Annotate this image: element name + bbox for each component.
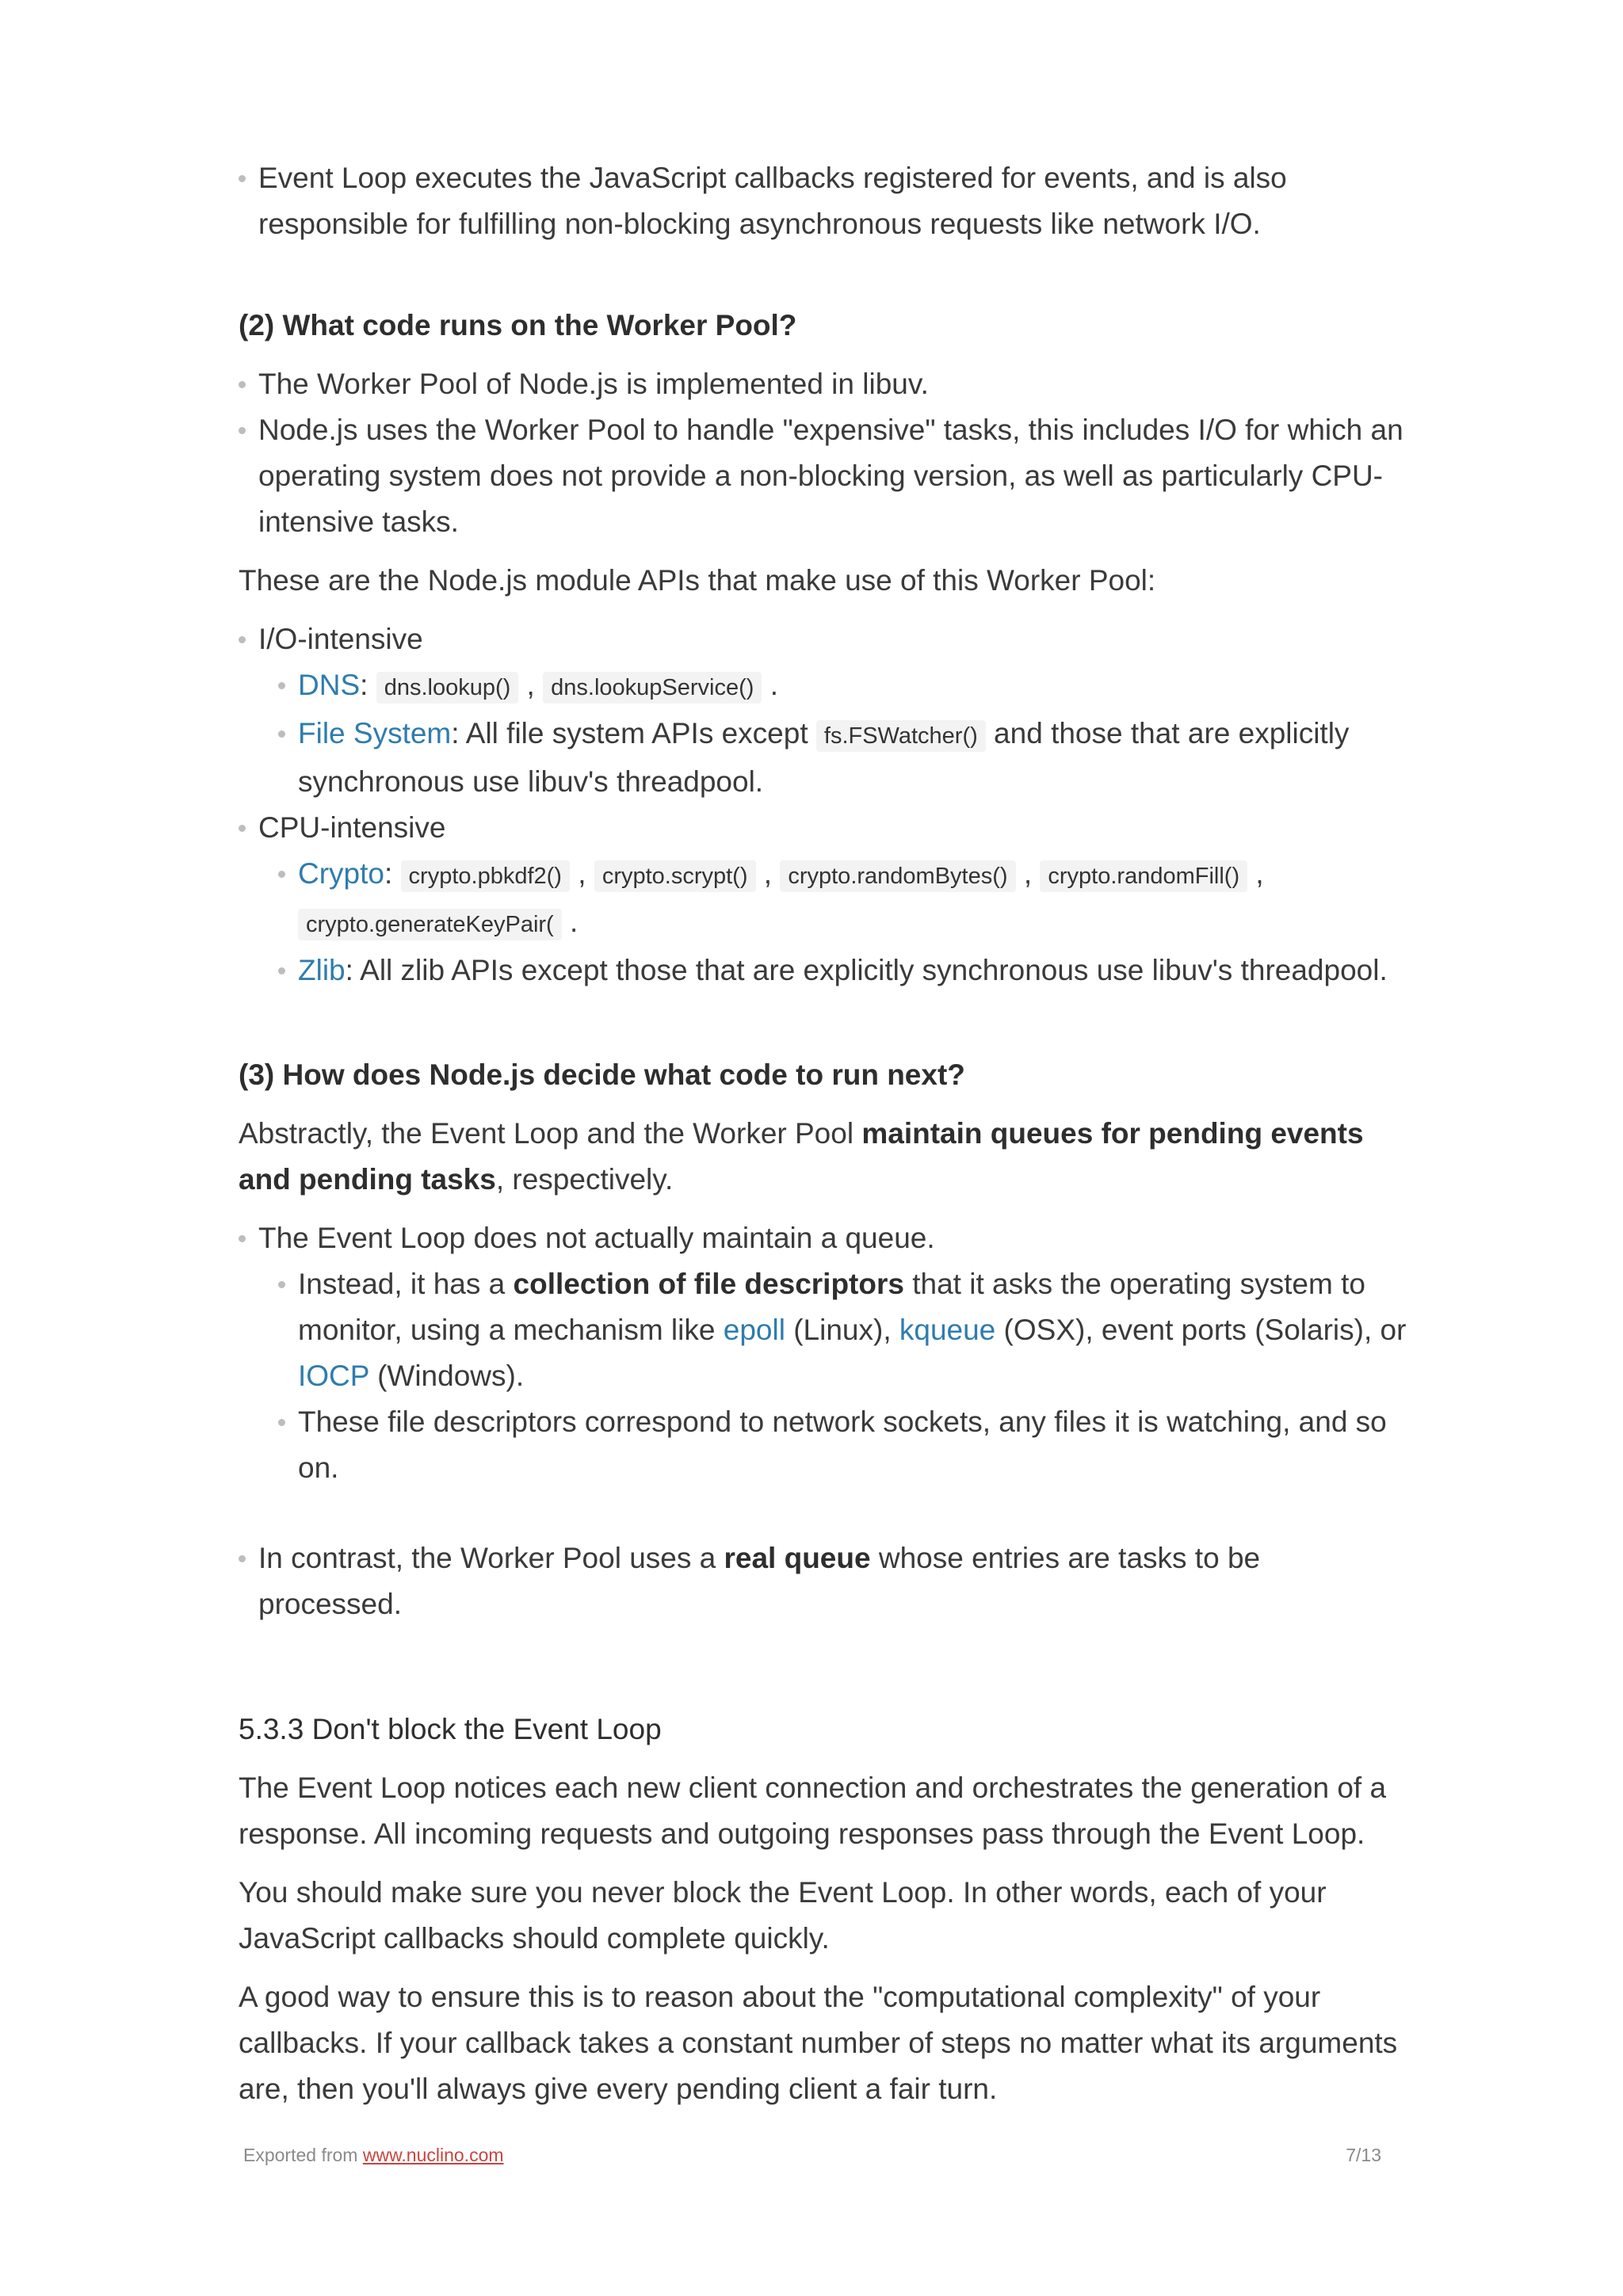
document-body (239, 155, 1411, 2125)
file-system-link[interactable]: File System (298, 717, 452, 749)
fs-text: : All file system APIs except (451, 717, 816, 749)
code-snippet: crypto.pbkdf2() (401, 860, 570, 892)
paragraph: A good way to ensure this is to reason about the "computational complexity" of your callbacks. If your callback takes a constant number of steps no matter what its arguments are, then you'll always give every pending client a fair turn. (239, 1981, 1398, 2105)
decide-paragraph: Abstractly, the Event Loop and the Worker Pool maintain queues for pending events and pending tasks, respectively. (239, 1117, 1364, 1196)
code-snippet: crypto.randomBytes() (780, 860, 1015, 892)
list-item: Node.js uses the Worker Pool to handle "expensive" tasks, this includes I/O for which an operating system does not provide a non-blocking version, as well as particularly CPU-intensive tasks. (239, 407, 1411, 545)
exported-from-label: Exported from (243, 2145, 363, 2165)
paragraph: The Event Loop notices each new client connection and orchestrates the generation of a response. All incoming requests and outgoing responses pass through the Event Loop. (239, 1772, 1387, 1850)
code-snippet: crypto.randomFill() (1040, 860, 1247, 892)
list-item: The Worker Pool of Node.js is implemented in libuv. (239, 361, 1411, 407)
list-item-cpu-intensive (239, 805, 1411, 994)
list-item-io-intensive (239, 616, 1411, 805)
fs-text: and those that are explicitly synchronous use libuv's threadpool. (298, 717, 1350, 798)
cpu-label: CPU-intensive (258, 811, 446, 844)
list-item-zlib (278, 948, 1411, 994)
api-list (239, 616, 1411, 994)
code-snippet: fs.FSWatcher() (816, 720, 986, 752)
list-item: The Event Loop does not actually maintain a queue. Instead, it has a collection of file descriptors that it asks the operating system to monitor, using a mechanism like epoll (Linux), kqueue (OSX), event ports (Solaris), or IOCP (Windows). These file descriptors correspond to network sockets, any files it is watching, and so on. (239, 1215, 1411, 1491)
code-snippet: crypto.scrypt() (594, 860, 756, 892)
bold-text: maintain queues for pending events and pending tasks (239, 1117, 1364, 1196)
list-item: These file descriptors correspond to network sockets, any files it is watching, and so on. (278, 1399, 1411, 1491)
spacer (239, 1504, 1411, 1535)
worker-pool-heading: (2) What code runs on the Worker Pool? (239, 309, 797, 341)
decide-list-2 (239, 1535, 1411, 1627)
list-item: In contrast, the Worker Pool uses a real queue whose entries are tasks to be processed. (239, 1535, 1411, 1627)
page-number: 7/13 (1346, 2145, 1381, 2165)
page-footer (243, 2145, 1381, 2166)
section-title: 5.3.3 Don't block the Event Loop (239, 1713, 662, 1745)
list-item-crypto: Crypto: crypto.pbkdf2() , crypto.scrypt() , crypto.randomBytes() , crypto.randomFill() , crypto.generateKeyPair( . (278, 851, 1411, 948)
iocp-link[interactable]: IOCP (298, 1360, 369, 1392)
list-item-dns: DNS: dns.lookup() , dns.lookupService() . (278, 662, 1411, 711)
io-label: I/O-intensive (258, 623, 423, 655)
nuclino-link[interactable]: www.nuclino.com (362, 2145, 504, 2165)
bold-text: real queue (724, 1542, 871, 1574)
list-item-file-system (278, 711, 1411, 805)
dns-link[interactable]: DNS (298, 669, 361, 701)
list-item: Instead, it has a collection of file descriptors that it asks the operating system to monitor, using a mechanism like epoll (Linux), kqueue (OSX), event ports (Solaris), or IOCP (Windows). (278, 1261, 1411, 1399)
zlib-link[interactable]: Zlib (298, 954, 346, 986)
code-snippet: dns.lookup() (376, 672, 519, 704)
bold-text: collection of file descriptors (513, 1268, 904, 1300)
worker-pool-list (239, 361, 1411, 545)
zlib-text: : All zlib APIs except those that are explicitly synchronous use libuv's threadpool. (345, 954, 1388, 986)
crypto-link[interactable]: Crypto (298, 857, 384, 890)
apis-intro: These are the Node.js module APIs that make use of this Worker Pool: (239, 564, 1156, 597)
decide-list (239, 1215, 1411, 1491)
code-snippet: crypto.generateKeyPair( (298, 909, 562, 940)
paragraph: You should make sure you never block the Event Loop. In other words, each of your JavaScript callbacks should complete quickly. (239, 1876, 1327, 1955)
intro-list (239, 155, 1411, 247)
list-item: Event Loop executes the JavaScript callbacks registered for events, and is also responsible for fulfilling non-blocking asynchronous requests like network I/O. (239, 155, 1411, 247)
code-snippet: dns.lookupService() (543, 672, 762, 704)
kqueue-link[interactable]: kqueue (899, 1314, 996, 1346)
epoll-link[interactable]: epoll (723, 1314, 785, 1346)
decide-heading: (3) How does Node.js decide what code to run next? (239, 1058, 965, 1091)
